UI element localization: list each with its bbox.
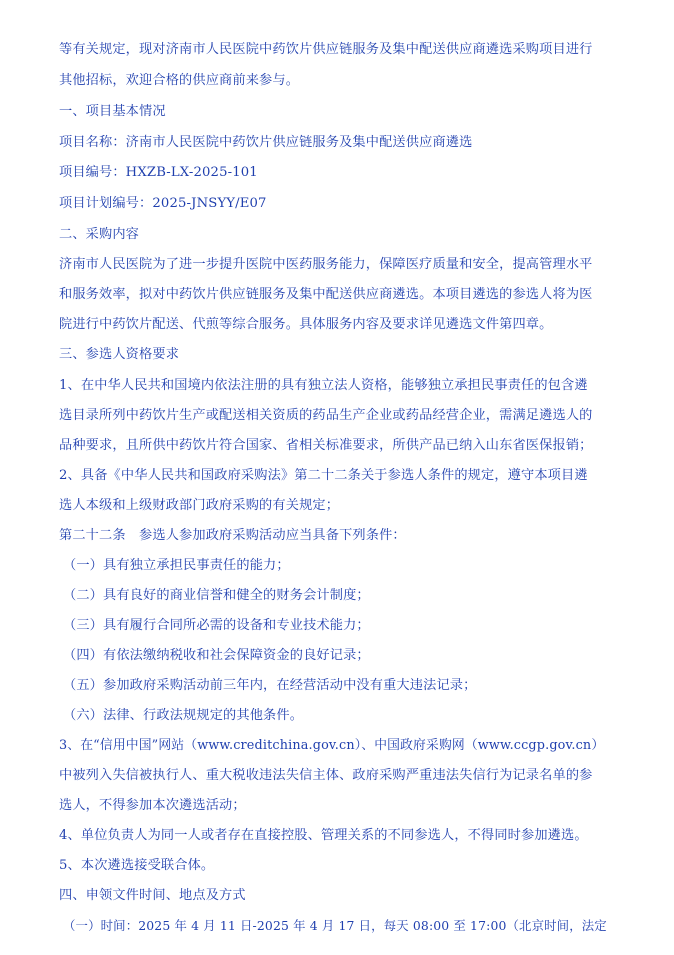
article-22-heading: 第二十二条 参选人参加政府采购活动应当具备下列条件： [59, 528, 406, 543]
condition-6: （六）法律、行政法规规定的其他条件。 [63, 708, 304, 723]
qualification-1-line-3: 品种要求，且所供中药饮片符合国家、省相关标准要求，所供产品已纳入山东省医保报销； [59, 438, 593, 453]
collection-time: （一）时间：2025 年 4 月 11 日-2025 年 4 月 17 日，每天 08:00 至 17:00（北京时间，法定 [63, 918, 607, 933]
project-plan-number: 项目计划编号：2025-JNSYY/E07 [59, 196, 267, 211]
content-line-2: 和服务效率，拟对中药饮片供应链服务及集中配送供应商遴选。本项目遴选的参选人将为医 [59, 287, 593, 302]
intro-line-1: 等有关规定，现对济南市人民医院中药饮片供应链服务及集中配送供应商遴选采购项目进行 [59, 42, 593, 57]
intro-line-2: 其他招标，欢迎合格的供应商前来参与。 [59, 73, 300, 88]
qualification-2-line-2: 选人本级和上级财政部门政府采购的有关规定； [59, 498, 340, 513]
content-line-3: 院进行中药饮片配送、代煎等综合服务。具体服务内容及要求详见遴选文件第四章。 [59, 317, 553, 332]
qualification-2-line-1: 2、具备《中华人民共和国政府采购法》第二十二条关于参选人条件的规定，遵守本项目遴 [59, 468, 588, 483]
condition-2: （二）具有良好的商业信誉和健全的财务会计制度； [63, 588, 370, 603]
section-heading-document-collection: 四、申领文件时间、地点及方式 [59, 888, 246, 903]
section-heading-basic-info: 一、项目基本情况 [59, 104, 166, 119]
qualification-4: 4、单位负责人为同一人或者存在直接控股、管理关系的不同参选人，不得同时参加遴选。 [59, 828, 588, 843]
condition-1: （一）具有独立承担民事责任的能力； [63, 558, 290, 573]
project-name: 项目名称：济南市人民医院中药饮片供应链服务及集中配送供应商遴选 [59, 135, 473, 150]
project-number: 项目编号：HXZB-LX-2025-101 [59, 165, 258, 180]
qualification-3-line-2: 中被列入失信被执行人、重大税收违法失信主体、政府采购严重违法失信行为记录名单的参 [59, 768, 593, 783]
condition-5: （五）参加政府采购活动前三年内，在经营活动中没有重大违法记录； [63, 678, 477, 693]
qualification-1-line-2: 选目录所列中药饮片生产或配送相关资质的药品生产企业或药品经营企业，需满足遴选人的 [59, 408, 593, 423]
qualification-3-line-3: 选人，不得参加本次遴选活动； [59, 798, 246, 813]
section-heading-qualifications: 三、参选人资格要求 [59, 347, 180, 362]
content-line-1: 济南市人民医院为了进一步提升医院中医药服务能力，保障医疗质量和安全，提高管理水平 [59, 257, 593, 272]
section-heading-procurement-content: 二、采购内容 [59, 227, 140, 242]
qualification-1-line-1: 1、在中华人民共和国境内依法注册的具有独立法人资格，能够独立承担民事责任的包含遴 [59, 378, 588, 393]
condition-4: （四）有依法缴纳税收和社会保障资金的良好记录； [63, 648, 370, 663]
qualification-3-line-1: 3、在“信用中国”网站（www.creditchina.gov.cn）、中国政府采购网（www.ccgp.gov.cn） [59, 738, 605, 753]
qualification-5: 5、本次遴选接受联合体。 [59, 858, 215, 873]
condition-3: （三）具有履行合同所必需的设备和专业技术能力； [63, 618, 370, 633]
